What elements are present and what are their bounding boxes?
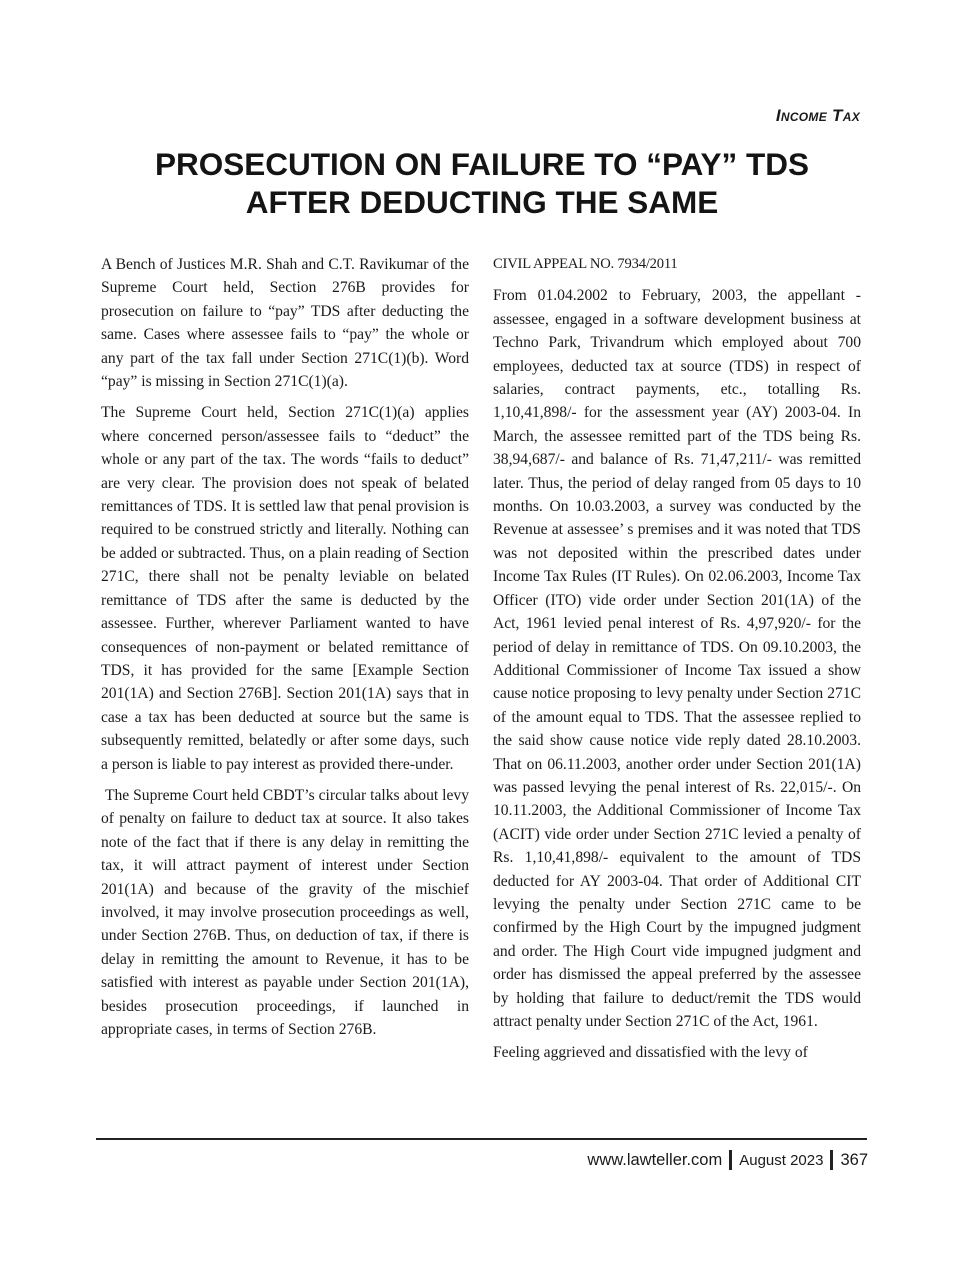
paragraph: From 01.04.2002 to February, 2003, the appellant - assessee, engaged in a software development business at Techno Park, Trivandrum which employed about 700 employees, deducted tax at source (TDS) in respect of salaries, contract payments, etc., totalling Rs. 1,10,41,898/- for the assessment year (AY) 2003-04. In March, the assessee remitted part of the TDS being Rs. 38,94,687/- and balance of Rs. 71,47,211/- was remitted later. Thus, the period of delay ranged from 05 days to 10 months. On 10.03.2003, a survey was conducted by the Revenue at assessee’ s premises and it was noted that TDS was not deposited within the prescribed dates under Income Tax Rules (IT Rules). On 02.06.2003, Income Tax Officer (ITO) vide order under Section 201(1A) of the Act, 1961 levied penal interest of Rs. 4,97,920/- for the period of delay in remittance of TDS. On 09.10.2003, the Additional Commissioner of Income Tax issued a show cause notice proposing to levy penalty under Section 271C of the amount equal to TDS. That the assessee replied to the said show cause notice vide reply dated 28.10.2003. That on 06.11.2003, another order under Section 201(1A) was passed levying the penal interest of Rs. 22,015/-. On 10.11.2003, the Additional Commissioner of Income Tax (ACIT) vide order under Section 271C levied a penalty of Rs. 1,10,41,898/- equivalent to the amount of TDS deducted for AY 2003-04. That order of Additional CIT levying the penalty under Section 271C came to be confirmed by the High Court by the impugned judgment and order. The High Court vide impugned judgment and order has dismissed the appeal preferred by the assessee by holding that failure to deduct/remit the TDS would attract penalty under Section 271C of the Act, 1961.	[493, 287, 861, 1030]
section-label: Income Tax	[775, 106, 860, 125]
left-column	[101, 253, 473, 1049]
page-number: 367	[840, 1150, 868, 1169]
footer-separator	[729, 1150, 732, 1170]
paragraph: A Bench of Justices M.R. Shah and C.T. Ravikumar of the Supreme Court held, Section 276B provides for prosecution on failure to “pay” TDS after deducting the same. Cases where assessee fails to “pay” the whole or any part of the tax fall under Section 271C(1)(b). Word “pay” is missing in Section 271C(1)(a).	[101, 256, 469, 391]
issue-date: August 2023	[739, 1151, 824, 1169]
article-title: PROSECUTION ON FAILURE TO “PAY” TDS AFTER DEDUCTING THE SAME	[155, 146, 809, 220]
paragraph: The Supreme Court held CBDT’s circular talks about levy of penalty on failure to deduct tax at source. It also takes note of the fact that if there is any delay in remitting the tax, it will attract payment of interest under Section 201(1A) and because of the gravity of the mischief involved, it may involve prosecution proceedings as well, under Section 276B. Thus, on deduction of tax, if there is delay in remitting the amount to Revenue, it has to be satisfied with interest as payable under Section 201(1A), besides prosecution proceedings, if launched in appropriate cases, in terms of Section 276B.	[101, 786, 473, 1038]
right-column	[493, 253, 861, 1073]
paragraph: The Supreme Court held, Section 271C(1)(a) applies where concerned person/assessee fails to “deduct” the whole or any part of the tax. The words “fails to deduct” are very clear. The provision does not speak of belated remittances of TDS. It is settled law that penal provision is required to be construed strictly and literally. Nothing can be added or subtracted. Thus, on a plain reading of Section 271C, there shall not be penalty leviable on belated remittance of TDS after the same is deducted by the assessee. Further, wherever Parliament wanted to have consequences of non-payment or belated remittance of TDS, it has provided for the same [Example Section 201(1A) and Section 276B]. Section 201(1A) says that in case a tax has been deducted at source but the same is subsequently remitted, belatedly or after some days, such a person is liable to pay interest as provided there-under.	[101, 404, 469, 773]
footer-separator	[830, 1150, 833, 1170]
footer-divider	[96, 1138, 867, 1140]
case-heading: CIVIL APPEAL NO. 7934/2011	[493, 256, 678, 272]
website-link[interactable]: www.lawteller.com	[587, 1150, 723, 1169]
page-footer	[587, 1150, 868, 1170]
paragraph: Feeling aggrieved and dissatisfied with the levy of	[493, 1044, 808, 1062]
